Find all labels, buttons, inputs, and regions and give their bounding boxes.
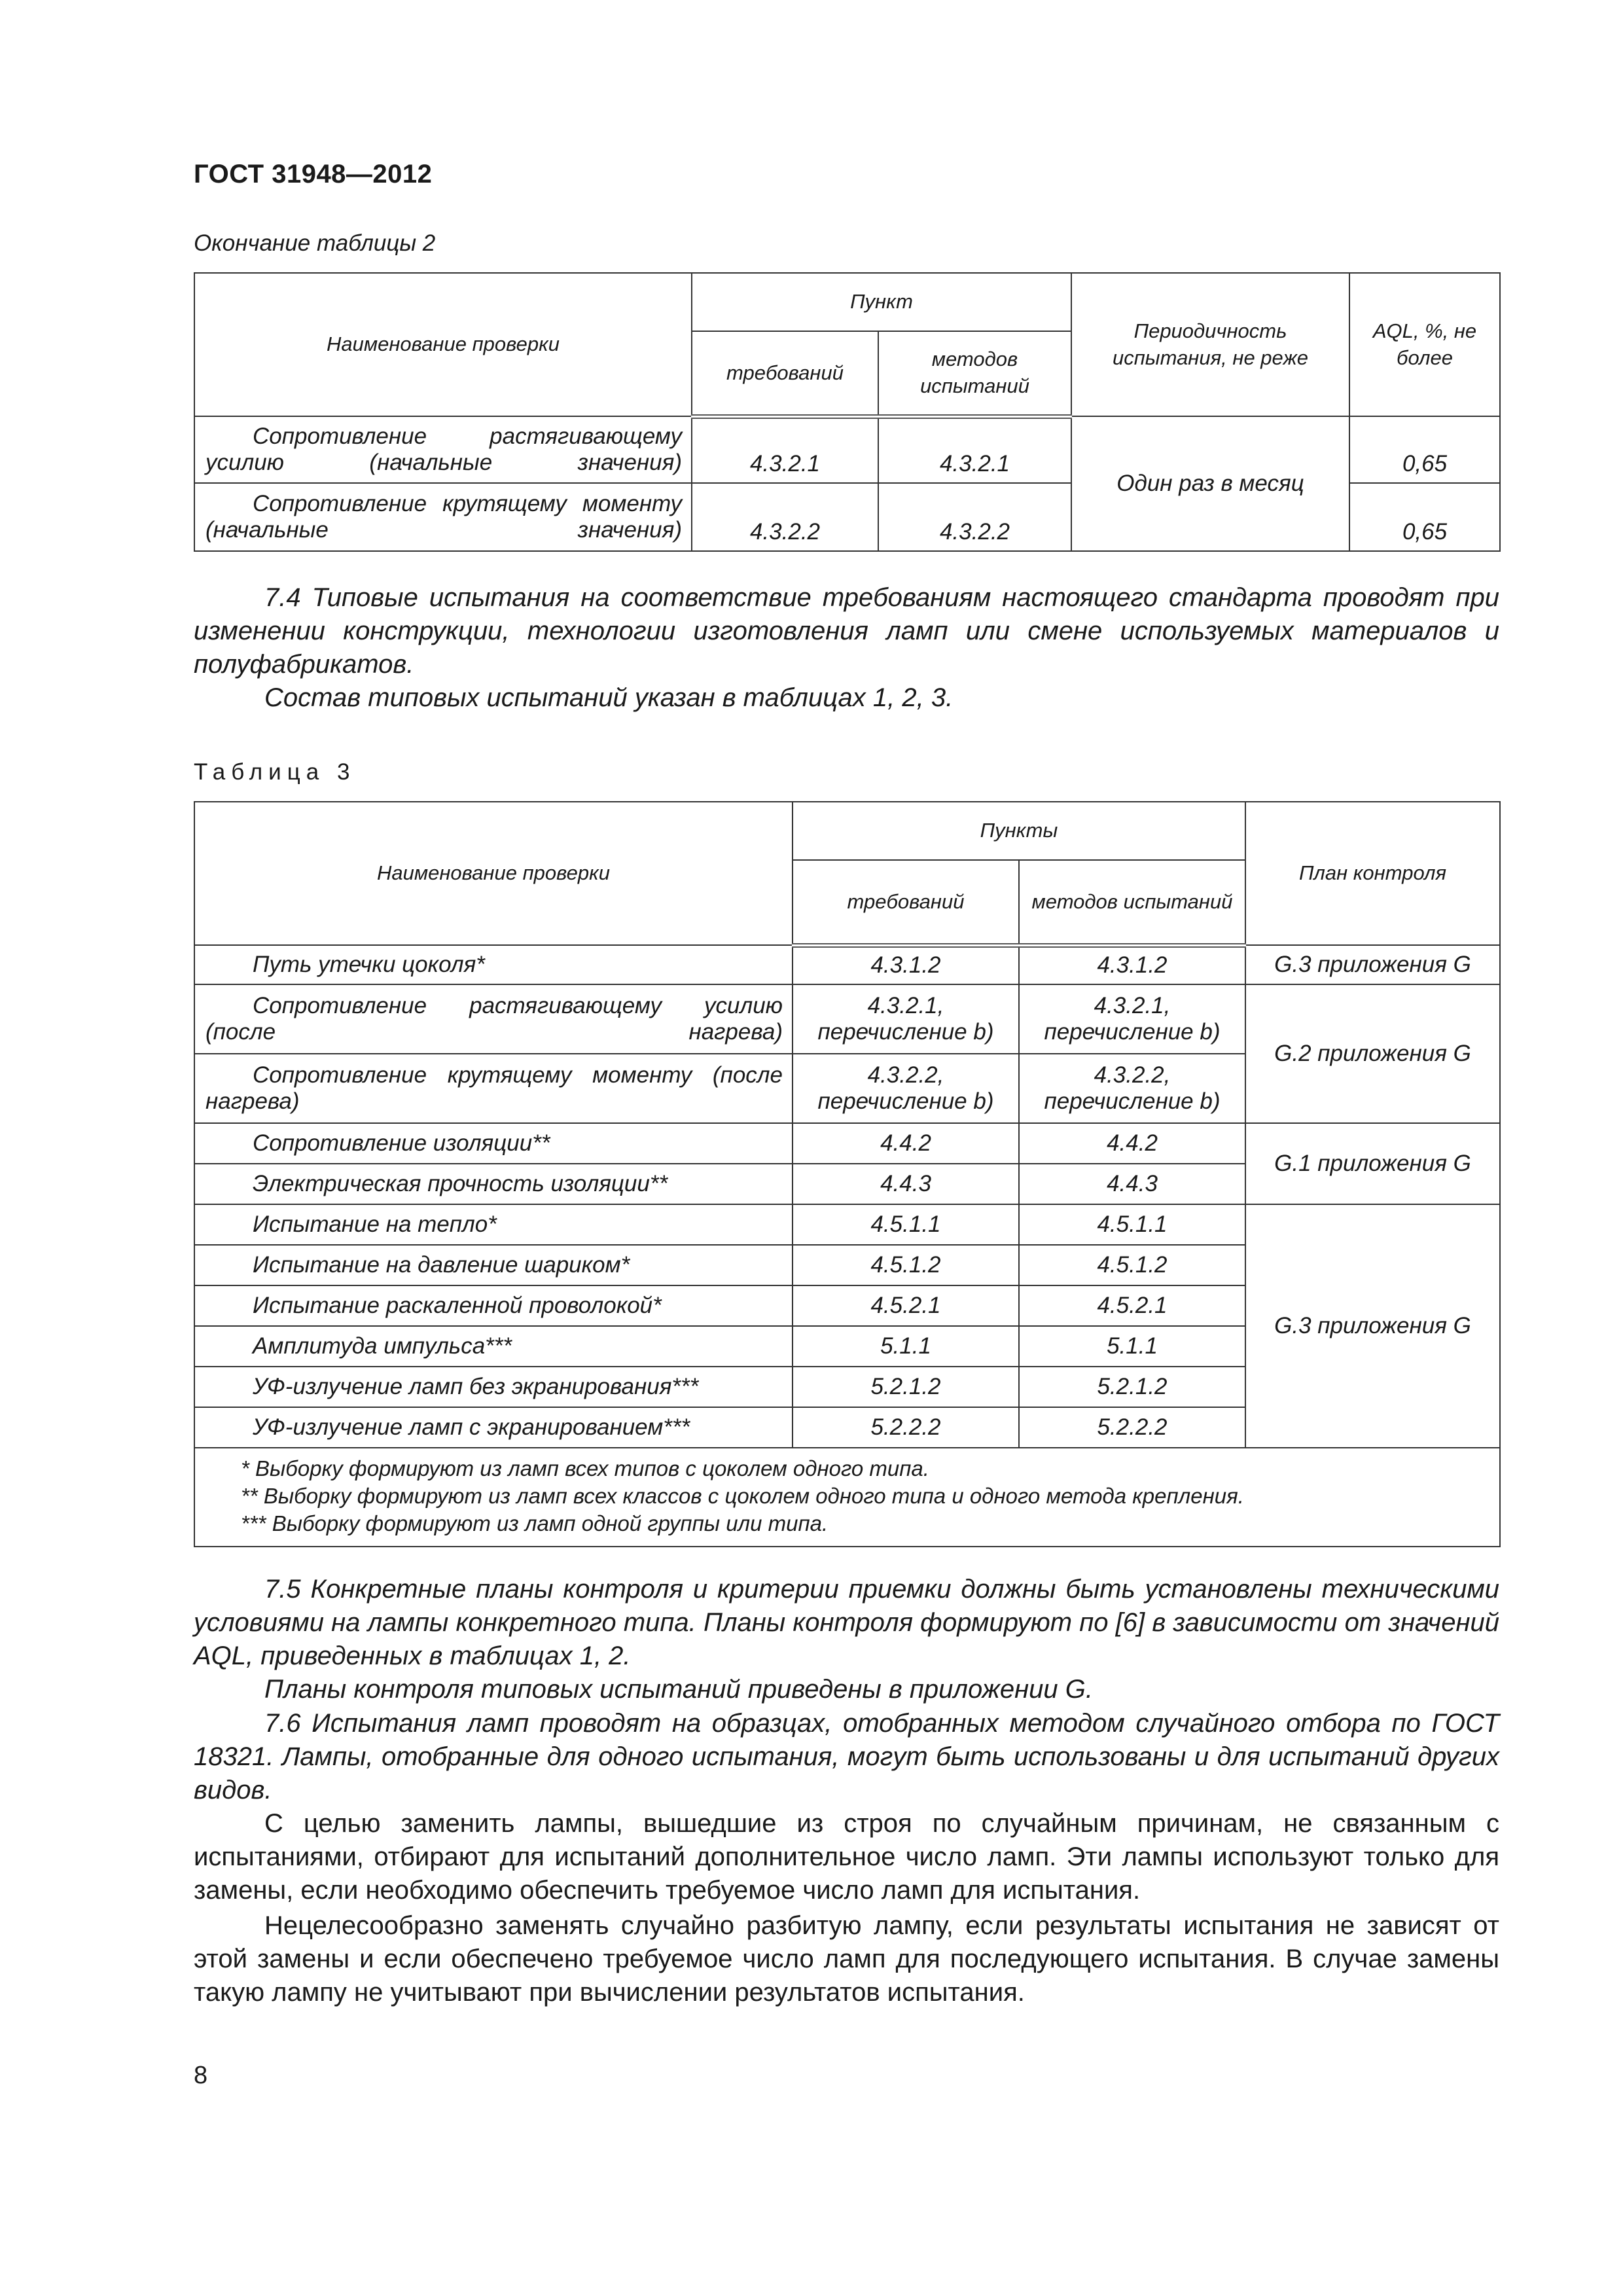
t2-header-req: требований (692, 331, 878, 416)
t3-row7-name: Испытание на давление шариком* (194, 1245, 793, 1285)
paragraph-replacement (194, 1807, 1499, 1907)
t3-row2-meth: 4.3.2.1, перечисление b) (1019, 984, 1245, 1054)
t3-row4-name: Сопротивление изоляции** (194, 1123, 793, 1164)
document-header: ГОСТ 31948—2012 (194, 160, 433, 188)
t3-header-req: требований (793, 860, 1019, 945)
t2-row2-aql: 0,65 (1349, 483, 1500, 551)
t3-row1-req: 4.3.1.2 (793, 945, 1019, 984)
table-row (194, 984, 1500, 1054)
para-7-4-composition: Состав типовых испытаний указан в таблицах 1, 2, 3. (264, 683, 954, 712)
t3-row9-name: Амплитуда импульса*** (194, 1326, 793, 1367)
t3-row8-req: 4.5.2.1 (793, 1285, 1019, 1326)
t2-header-meth: методов испытаний (878, 331, 1071, 416)
table3-notes (194, 1448, 1500, 1547)
table-notes-row (194, 1448, 1500, 1547)
t3-plan-1: G.3 приложения G (1245, 945, 1500, 984)
t3-row8-name: Испытание раскаленной проволокой* (194, 1285, 793, 1326)
t2-row1-name: Сопротивление растягивающему усилию (начальные значения) (194, 416, 692, 483)
table-row (194, 416, 1500, 483)
t2-row1-meth: 4.3.2.1 (878, 416, 1071, 483)
t3-row5-name: Электрическая прочность изоляции** (194, 1164, 793, 1204)
table3-caption: Таблица 3 (194, 759, 356, 785)
t3-row6-meth: 4.5.1.1 (1019, 1204, 1245, 1245)
t2-header-punkt: Пункт (692, 273, 1071, 331)
table-2 (194, 272, 1501, 552)
para-7-6-text: 7.6 Испытания ламп проводят на образцах, отобранных методом случайного отбора по ГОСТ 18321. Лампы, отобранные для одного испытания, могут быть использованы и для испытаний других видов. (194, 1709, 1499, 1804)
t3-row10-meth: 5.2.1.2 (1019, 1367, 1245, 1407)
table-row (194, 945, 1500, 984)
t3-row2-req: 4.3.2.1, перечисление b) (793, 984, 1019, 1054)
note-3: *** Выборку формируют из ламп одной группы или типа. (241, 1511, 829, 1536)
t3-row1-meth: 4.3.1.2 (1019, 945, 1245, 984)
t3-row6-req: 4.5.1.1 (793, 1204, 1019, 1245)
t3-row8-meth: 4.5.2.1 (1019, 1285, 1245, 1326)
t3-header-punkty: Пункты (793, 802, 1245, 860)
t3-row11-name: УФ-излучение ламп с экранированием*** (194, 1407, 793, 1448)
t3-row3-meth: 4.3.2.2, перечисление b) (1019, 1054, 1245, 1123)
t3-row4-meth: 4.4.2 (1019, 1123, 1245, 1164)
t3-row3-name: Сопротивление крутящему моменту (после нагрева) (194, 1054, 793, 1123)
t3-plan-4: G.3 приложения G (1245, 1204, 1500, 1448)
table-3 (194, 801, 1501, 1547)
t2-period-value: Один раз в месяц (1071, 416, 1349, 551)
t3-header-meth: методов испытаний (1019, 860, 1245, 945)
t2-header-period: Периодичность испытания, не реже (1071, 273, 1349, 416)
t3-plan-2: G.2 приложения G (1245, 984, 1500, 1123)
t3-row4-req: 4.4.2 (793, 1123, 1019, 1164)
para-7-4-text: 7.4 Типовые испытания на соответствие требованиям настоящего стандарта проводят при изменении конструкции, технологии изготовления ламп или смене используемых материалов и полуфабрикатов. (194, 583, 1499, 679)
t3-row7-req: 4.5.1.2 (793, 1245, 1019, 1285)
para-7-5-text: 7.5 Конкретные планы контроля и критерии приемки должны быть установлены техническими условиями на лампы конкретного типа. Планы контроля формируют по [6] в зависимости от значений AQL, приведенных в таблицах 1, 2. (194, 1575, 1499, 1670)
page-number: 8 (194, 2062, 208, 2089)
t2-row2-name: Сопротивление крутящему моменту (начальные значения) (194, 483, 692, 551)
para-replacement-text: С целью заменить лампы, вышедшие из строя по случайным причинам, не связанным с испытаниями, отбирают для испытаний дополнительное число ламп. Эти лампы используют только для замены, если необходимо обеспечить требуемое число ламп для испытания. (194, 1809, 1499, 1905)
table-row (194, 1204, 1500, 1245)
t3-header-name: Наименование проверки (194, 802, 793, 945)
t2-row1-aql: 0,65 (1349, 416, 1500, 483)
paragraph-7-4 (194, 581, 1499, 715)
t2-row2-req: 4.3.2.2 (692, 483, 878, 551)
t2-row1-req: 4.3.2.1 (692, 416, 878, 483)
para-broken-text: Нецелесообразно заменять случайно разбитую лампу, если результаты испытания не зависят от этой замены и если обеспечено требуемое число ламп для последующего испытания. В случае замены такую лампу не учитывают при вычислении результатов испытания. (194, 1911, 1499, 2007)
t3-row3-req: 4.3.2.2, перечисление b) (793, 1054, 1019, 1123)
t3-row1-name: Путь утечки цоколя* (194, 945, 793, 984)
paragraph-broken-lamp (194, 1909, 1499, 2009)
t3-row9-req: 5.1.1 (793, 1326, 1019, 1367)
table-row (194, 1123, 1500, 1164)
t3-row11-meth: 5.2.2.2 (1019, 1407, 1245, 1448)
para-7-5-plans: Планы контроля типовых испытаний приведены в приложении G. (264, 1675, 1093, 1704)
t3-header-plan: План контроля (1245, 802, 1500, 945)
t3-row2-name: Сопротивление растягивающему усилию (после нагрева) (194, 984, 793, 1054)
t3-row9-meth: 5.1.1 (1019, 1326, 1245, 1367)
t3-row10-req: 5.2.1.2 (793, 1367, 1019, 1407)
t2-header-name: Наименование проверки (194, 273, 692, 416)
t2-row2-meth: 4.3.2.2 (878, 483, 1071, 551)
t3-row10-name: УФ-излучение ламп без экранирования*** (194, 1367, 793, 1407)
table2-caption: Окончание таблицы 2 (194, 230, 436, 256)
t3-row5-req: 4.4.3 (793, 1164, 1019, 1204)
t3-plan-3: G.1 приложения G (1245, 1123, 1500, 1204)
t3-row11-req: 5.2.2.2 (793, 1407, 1019, 1448)
t2-header-aql: AQL, %, не более (1349, 273, 1500, 416)
paragraph-7-5 (194, 1573, 1499, 1706)
note-1: * Выборку формируют из ламп всех типов с цоколем одного типа. (241, 1456, 929, 1480)
t3-row7-meth: 4.5.1.2 (1019, 1245, 1245, 1285)
note-2: ** Выборку формируют из ламп всех классов с цоколем одного типа и одного метода крепления. (241, 1484, 1244, 1509)
t3-row6-name: Испытание на тепло* (194, 1204, 793, 1245)
paragraph-7-6 (194, 1707, 1499, 1807)
t3-row5-meth: 4.4.3 (1019, 1164, 1245, 1204)
